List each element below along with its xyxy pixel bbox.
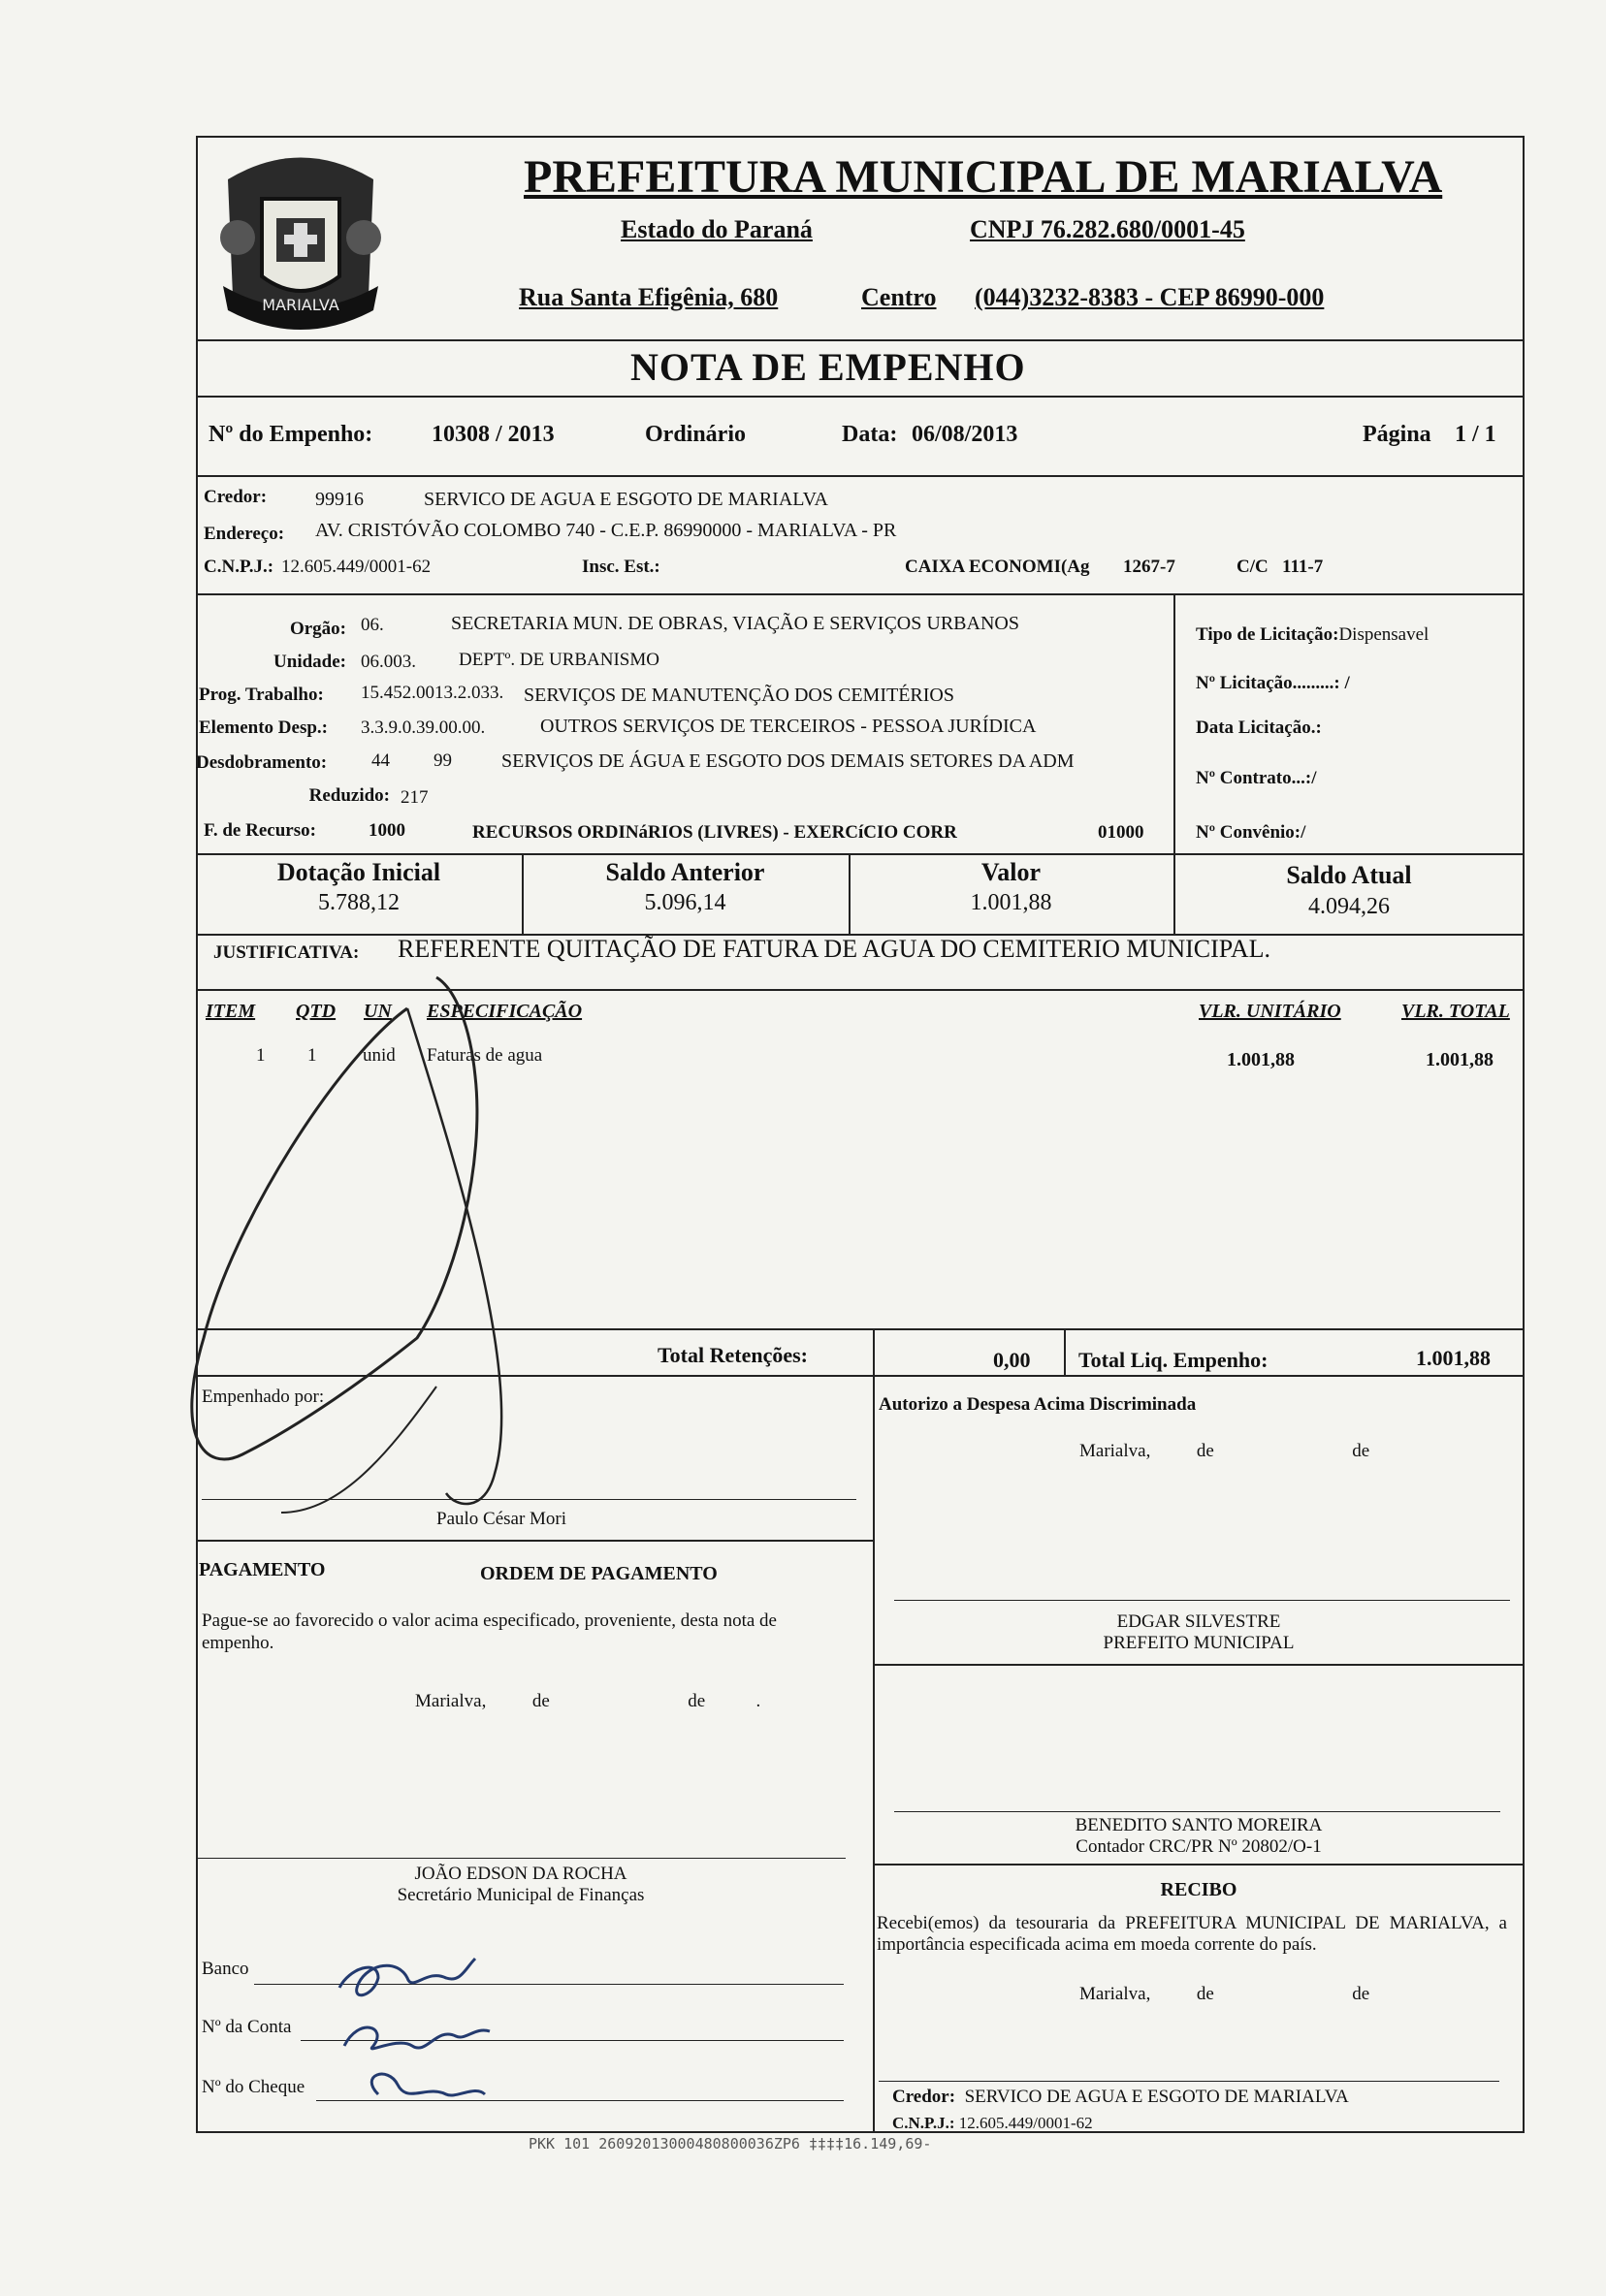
credor-name: SERVICO DE AGUA E ESGOTO DE MARIALVA — [424, 489, 828, 510]
signature-line — [196, 1858, 846, 1859]
credor-bank: CAIXA ECONOMI(Ag — [905, 557, 1090, 577]
justificativa-text: REFERENTE QUITAÇÃO DE FATURA DE AGUA DO CEMITERIO MUNICIPAL. — [398, 935, 1270, 963]
recurso-suffix: 01000 — [1098, 822, 1144, 843]
unidade-code: 06.003. — [361, 652, 416, 672]
tipo-licitacao — [1196, 624, 1429, 646]
banco-line — [254, 1984, 844, 1985]
tipo-licitacao-value: Dispensavel — [1338, 624, 1429, 645]
contador-title: Contador CRC/PR Nº 20802/O-1 — [1076, 1836, 1322, 1857]
valor-value: 1.001,88 — [970, 890, 1052, 915]
orgao-label: Orgão: — [289, 619, 346, 639]
recibo-credor-name: SERVICO DE AGUA E ESGOTO DE MARIALVA — [964, 2087, 1349, 2107]
empenho-date-label: Data: — [842, 422, 898, 447]
credor-agency: 1267-7 — [1123, 557, 1175, 577]
saldo-atual-label: Saldo Atual — [1286, 861, 1412, 889]
empenho-number-label: Nº do Empenho: — [209, 422, 373, 447]
recurso-label: F. de Recurso: — [204, 820, 316, 841]
convenio-number: Nº Convênio:/ — [1196, 822, 1306, 843]
marialva-date-line-3: Marialva, de de — [1079, 1984, 1370, 2004]
machine-code: PKK 101 26092013000480800036ZP6 ‡‡‡‡16.149,69- — [529, 2135, 932, 2152]
header-phone-cep: (044)3232-8383 - CEP 86990-000 — [975, 283, 1325, 311]
recibo-cnpj-label: C.N.P.J.: — [892, 2114, 955, 2132]
contract-number: Nº Contrato...:/ — [1196, 768, 1317, 788]
divider — [873, 1328, 875, 1375]
divider — [196, 989, 1525, 991]
col-header-espec: ESPECIFICAÇÃO — [427, 1001, 583, 1022]
empenho-date: 06/08/2013 — [912, 422, 1018, 447]
autorizo-text: Autorizo a Despesa Acima Discriminada — [879, 1394, 1197, 1415]
credor-code: 99916 — [315, 489, 364, 510]
elemento-label: Elemento Desp.: — [199, 718, 328, 738]
desdob-code1: 44 — [371, 750, 390, 771]
header-district: Centro — [861, 283, 937, 311]
divider — [196, 475, 1525, 477]
col-header-qtd: QTD — [296, 1001, 337, 1022]
row-espec: Faturas de agua — [427, 1045, 543, 1066]
state-text: Estado do Paraná — [621, 215, 813, 243]
reduzido-label: Reduzido: — [308, 785, 390, 806]
unidade-label: Unidade: — [273, 652, 346, 672]
pagamento-title: PAGAMENTO — [199, 1559, 326, 1580]
retencoes-value: 0,00 — [993, 1348, 1031, 1372]
retencoes-label: Total Retenções: — [658, 1343, 808, 1367]
conta-label: Nº da Conta — [202, 2017, 292, 2037]
signature-line — [894, 1600, 1510, 1601]
divider — [196, 1328, 1525, 1330]
dotacao-value: 5.788,12 — [318, 890, 400, 915]
col-header-vlr-total: VLR. TOTAL — [1401, 1001, 1510, 1022]
credor-address: AV. CRISTÓVÃO COLOMBO 740 - C.E.P. 86990000 - MARIALVA - PR — [315, 520, 897, 541]
empenho-type: Ordinário — [645, 422, 747, 447]
prefeito-title: PREFEITO MUNICIPAL — [1103, 1633, 1295, 1653]
credor-label: Credor: — [204, 487, 268, 507]
divider — [1173, 593, 1175, 857]
row-vlr-total: 1.001,88 — [1426, 1049, 1494, 1070]
divider — [196, 853, 1525, 855]
divider — [873, 1664, 1525, 1666]
marialva-date-line: Marialva, de de — [1079, 1441, 1370, 1461]
divider — [1064, 1328, 1066, 1375]
credor-cc: 111-7 — [1282, 557, 1324, 577]
signature-line — [202, 1499, 856, 1500]
recibo-credor-label: Credor: — [892, 2087, 956, 2107]
col-header-vlr-unit: VLR. UNITÁRIO — [1199, 1001, 1341, 1022]
signature-line — [894, 1811, 1500, 1812]
divider — [873, 1864, 1525, 1866]
cheque-line — [316, 2100, 844, 2101]
elemento-code: 3.3.9.0.39.00.00. — [361, 718, 486, 738]
prog-name: SERVIÇOS DE MANUTENÇÃO DOS CEMITÉRIOS — [524, 685, 954, 706]
prog-code: 15.452.0013.2.033. — [361, 683, 504, 703]
col-header-item: ITEM — [206, 1001, 256, 1022]
prog-label: Prog. Trabalho: — [199, 685, 324, 705]
divider — [196, 1375, 1525, 1377]
saldo-anterior-label: Saldo Anterior — [605, 858, 765, 886]
page-label: Página — [1363, 422, 1431, 447]
marialva-date-line-2: Marialva, de de . — [415, 1691, 761, 1711]
header-address: Rua Santa Efigênia, 680 — [519, 283, 779, 311]
divider — [196, 593, 1525, 595]
desdob-label: Desdobramento: — [196, 752, 328, 773]
header-cnpj: CNPJ 76.282.680/0001-45 — [970, 215, 1245, 243]
recibo-title: RECIBO — [1160, 1879, 1237, 1900]
pague-se-text: Pague-se ao favorecido o valor acima especificado, proveniente, desta nota de empenho. — [202, 1610, 777, 1653]
orgao-name: SECRETARIA MUN. DE OBRAS, VIAÇÃO E SERVIÇOS URBANOS — [451, 613, 1019, 634]
dotacao-label: Dotação Inicial — [276, 858, 441, 886]
ordem-title: ORDEM DE PAGAMENTO — [480, 1563, 718, 1584]
unidade-name: DEPTº. DE URBANISMO — [459, 650, 659, 670]
saldo-anterior-value: 5.096,14 — [644, 890, 726, 915]
conta-line — [301, 2040, 844, 2041]
secretario-name: JOÃO EDSON DA ROCHA — [414, 1864, 627, 1884]
col-header-un: UN — [364, 1001, 392, 1022]
contador-name: BENEDITO SANTO MOREIRA — [1075, 1815, 1323, 1835]
desdob-code2: 99 — [434, 750, 452, 771]
orgao-code: 06. — [361, 615, 384, 635]
page-title: PREFEITURA MUNICIPAL DE MARIALVA — [524, 151, 1443, 203]
justificativa-label: JUSTIFICATIVA: — [213, 942, 360, 963]
recurso-code: 1000 — [369, 820, 405, 841]
valor-label: Valor — [980, 858, 1042, 886]
signature-line — [879, 2081, 1499, 2082]
table-row — [196, 1045, 1525, 1074]
banco-label: Banco — [202, 1959, 249, 1979]
recibo-credor — [892, 2087, 1349, 2108]
liquido-value: 1.001,88 — [1416, 1346, 1491, 1370]
reduzido-value: 217 — [401, 787, 429, 808]
crest-banner-text: MARIALVA — [262, 296, 339, 314]
licitacao-date: Data Licitação.: — [1196, 718, 1322, 738]
secretario-title: Secretário Municipal de Finanças — [397, 1885, 645, 1905]
document-title: NOTA DE EMPENHO — [630, 345, 1026, 389]
divider — [196, 396, 1525, 398]
tipo-licitacao-label: Tipo de Licitação: — [1196, 624, 1339, 645]
recurso-name: RECURSOS ORDINáRIOS (LIVRES) - EXERCíCIO CORR — [472, 822, 957, 843]
prefeito-name: EDGAR SILVESTRE — [1116, 1611, 1281, 1632]
recibo-cnpj — [892, 2114, 1093, 2133]
cc-label: C/C — [1237, 557, 1269, 577]
address-label: Endereço: — [204, 524, 285, 544]
elemento-name: OUTROS SERVIÇOS DE TERCEIROS - PESSOA JURÍDICA — [540, 716, 1037, 737]
divider — [196, 339, 1525, 341]
desdob-name: SERVIÇOS DE ÁGUA E ESGOTO DOS DEMAIS SETORES DA ADM — [501, 750, 1075, 772]
liquido-label: Total Liq. Empenho: — [1078, 1348, 1269, 1372]
empenhado-label: Empenhado por: — [202, 1387, 325, 1407]
licitacao-number: Nº Licitação.........: / — [1196, 673, 1350, 693]
cheque-label: Nº do Cheque — [202, 2077, 305, 2097]
insc-label: Insc. Est.: — [582, 557, 660, 577]
empenhado-name: Paulo César Mori — [436, 1509, 567, 1529]
row-un: unid — [363, 1045, 396, 1066]
cnpj-label: C.N.P.J.: — [204, 557, 274, 577]
recibo-cnpj-value: 12.605.449/0001-62 — [958, 2114, 1093, 2132]
crest-icon — [209, 141, 393, 344]
empenho-number: 10308 / 2013 — [432, 422, 555, 447]
row-qtd: 1 — [307, 1045, 317, 1066]
divider — [196, 1540, 873, 1542]
saldo-atual-value: 4.094,26 — [1308, 894, 1390, 919]
page-number: 1 / 1 — [1455, 422, 1496, 447]
recibo-text: Recebi(emos) da tesouraria da PREFEITURA MUNICIPAL DE MARIALVA, a importância especificada acima em moeda corrente do país. — [877, 1913, 1507, 1955]
credor-cnpj: 12.605.449/0001-62 — [281, 557, 432, 577]
row-item: 1 — [256, 1045, 266, 1066]
row-vlr-unit: 1.001,88 — [1227, 1049, 1295, 1070]
divider — [873, 1375, 875, 2131]
